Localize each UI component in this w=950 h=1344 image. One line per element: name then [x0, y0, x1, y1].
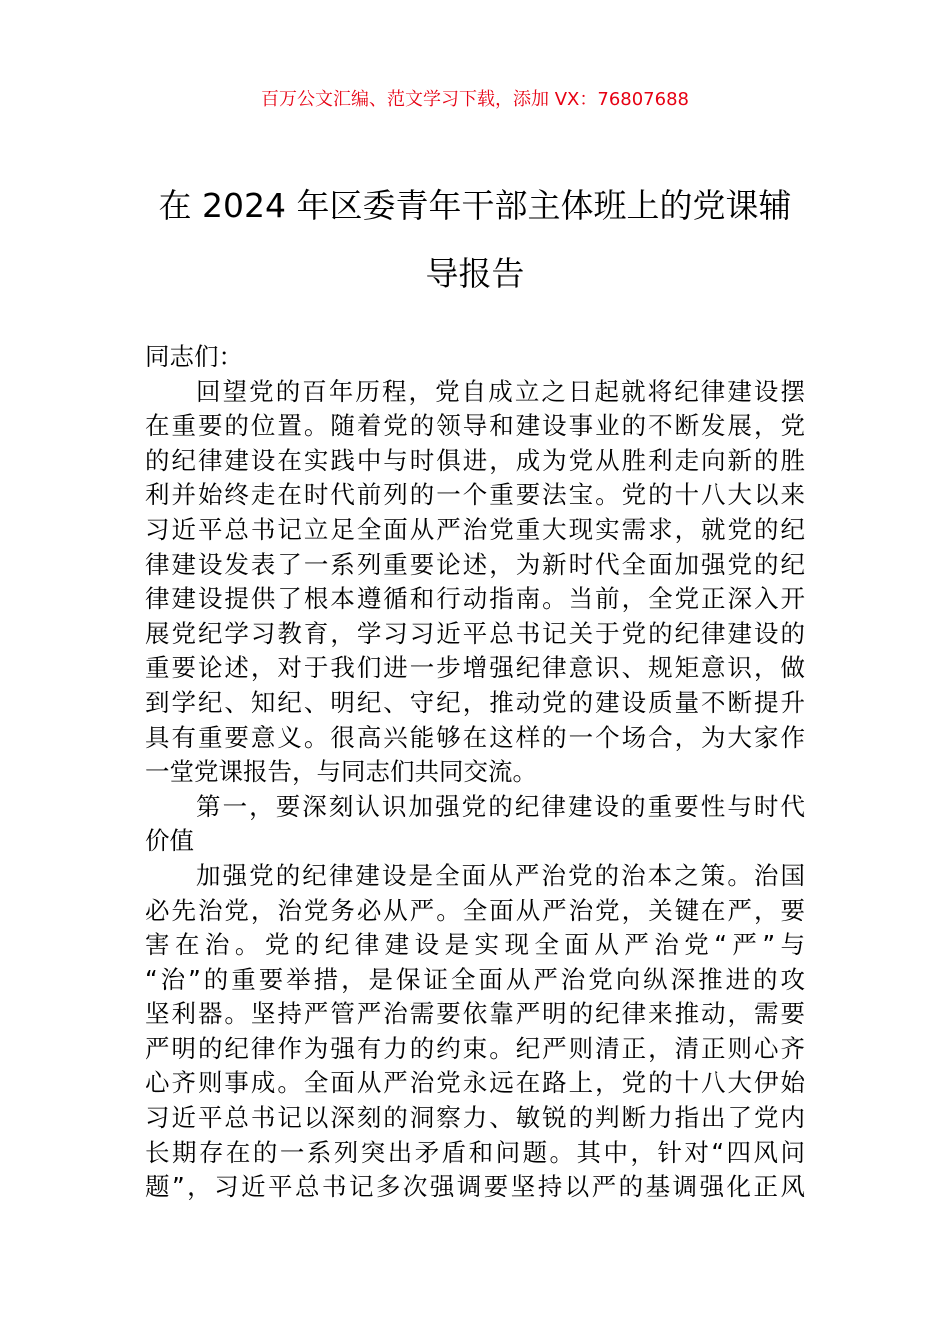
text-line: 的纪律建设在实践中与时俱进，成为党从胜利走向新的胜	[145, 445, 805, 475]
text-line: 回望党的百年历程，党自成立之日起就将纪律建设摆	[196, 376, 805, 406]
text-line: 长期存在的一系列突出矛盾和问题。其中，针对“四风问	[145, 1137, 805, 1167]
text-line: 习近平总书记立足全面从严治党重大现实需求，就党的纪	[145, 514, 805, 544]
text-line: 一堂党课报告，与同志们共同交流。	[145, 757, 537, 787]
document-title-line-1: 在 2024 年区委青年干部主体班上的党课辅	[158, 186, 792, 225]
text-line: 心齐则事成。全面从严治党永远在路上，党的十八大伊始	[145, 1068, 805, 1098]
text-line: 在重要的位置。随着党的领导和建设事业的不断发展，党	[145, 411, 805, 441]
text-line: 律建设提供了根本遵循和行动指南。当前，全党正深入开	[145, 584, 805, 614]
watermark-header: 百万公文汇编、范文学习下载，添加 VX：76807688	[261, 89, 689, 110]
section-heading: 价值	[145, 826, 194, 856]
text-line: 利并始终走在时代前列的一个重要法宝。党的十八大以来	[145, 480, 805, 510]
text-line: 重要论述，对于我们进一步增强纪律意识、规矩意识，做	[145, 653, 805, 683]
text-line: 律建设发表了一系列重要论述，为新时代全面加强党的纪	[145, 549, 805, 579]
text-line: 必先治党，治党务必从严。全面从严治党，关键在严，要	[145, 895, 805, 925]
text-line: “治”的重要举措，是保证全面从严治党向纵深推进的攻	[145, 964, 805, 994]
text-line: 习近平总书记以深刻的洞察力、敏锐的判断力指出了党内	[145, 1103, 805, 1133]
salutation: 同志们：	[145, 342, 243, 371]
text-line: 害在治。党的纪律建设是实现全面从严治党“严”与	[145, 930, 805, 960]
section-heading: 第一，要深刻认识加强党的纪律建设的重要性与时代	[196, 791, 805, 821]
document-body	[145, 340, 805, 1205]
text-line: 严明的纪律作为强有力的约束。纪严则清正，清正则心齐	[145, 1033, 805, 1063]
text-line: 坚利器。坚持严管严治需要依靠严明的纪律来推动，需要	[145, 999, 805, 1029]
text-line: 具有重要意义。很高兴能够在这样的一个场合，为大家作	[145, 722, 805, 752]
text-line: 题”，习近平总书记多次强调要坚持以严的基调强化正风	[145, 1172, 805, 1202]
document-title-line-2: 导报告	[425, 254, 525, 293]
text-line: 到学纪、知纪、明纪、守纪，推动党的建设质量不断提升	[145, 687, 805, 717]
text-line: 加强党的纪律建设是全面从严治党的治本之策。治国	[196, 860, 805, 890]
text-line: 展党纪学习教育，学习习近平总书记关于党的纪律建设的	[145, 618, 805, 648]
